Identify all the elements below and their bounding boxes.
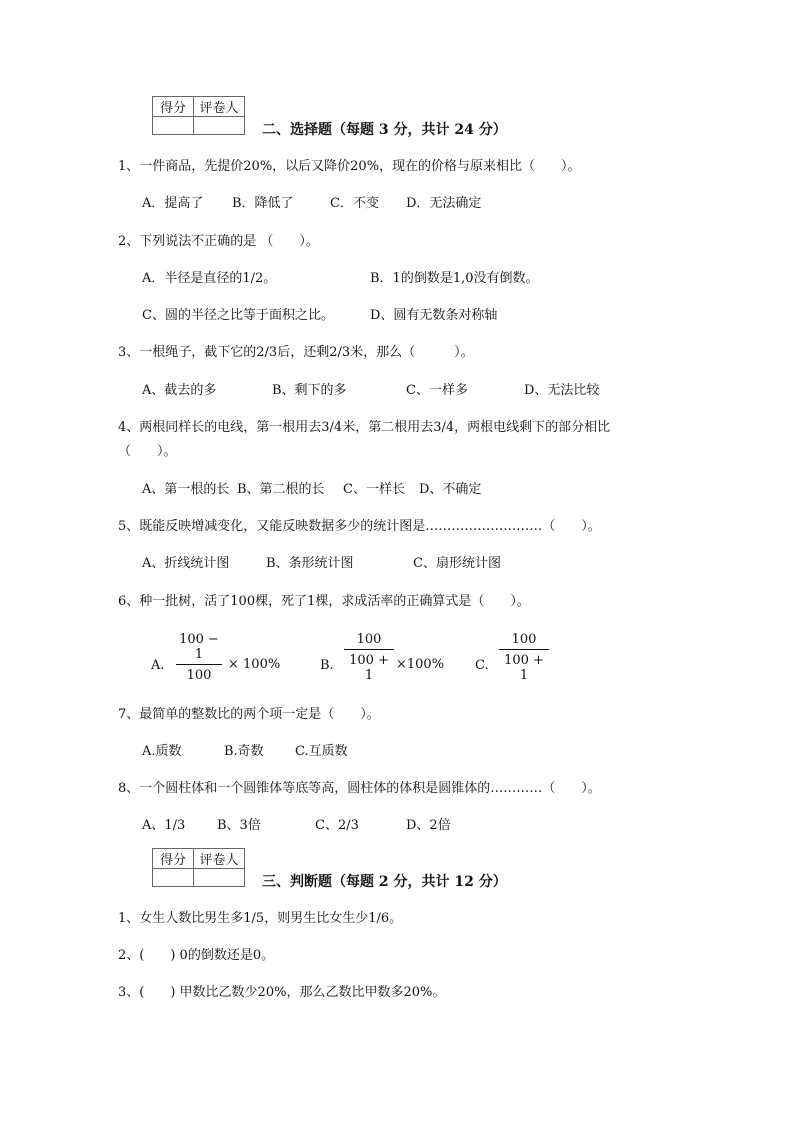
grader-cell[interactable] <box>194 869 245 887</box>
q4-option-b: B、第二根的长 <box>237 482 325 497</box>
q8-option-b: B、3倍 <box>217 818 261 833</box>
section3-title: 三、判断题（每题 2 分，共计 12 分） <box>262 874 507 890</box>
q6-option-a-suffix: × 100% <box>228 657 281 672</box>
q4-option-c: C、一样长 <box>343 482 405 497</box>
question-6-stem: 6、种一批树，活了100棵，死了1棵，求成活率的正确算式是（ ）。 <box>118 594 530 609</box>
q8-option-c: C、2/3 <box>315 818 359 833</box>
q2-option-d: D、圆有无数条对称轴 <box>370 308 498 323</box>
q3-option-a: A、截去的多 <box>142 383 217 398</box>
q7-option-b: B.奇数 <box>224 744 264 759</box>
tf-question-1: 1、女生人数比男生多1/5，则男生比女生少1/6。 <box>118 911 403 926</box>
score-cell[interactable] <box>153 117 194 135</box>
q6-option-a-letter: A. <box>151 658 165 673</box>
q5-option-c: C、扇形统计图 <box>413 556 501 571</box>
question-4-stem: 4、两根同样长的电线，第一根用去3/4米，第二根用去3/4，两根电线剩下的部分相比 <box>118 420 611 435</box>
q8-option-a: A、1/3 <box>142 818 186 833</box>
grader-label: 评卷人 <box>194 97 245 117</box>
grader-cell[interactable] <box>194 117 245 135</box>
q4-option-a: A、第一根的长 <box>142 482 230 497</box>
q1-option-c: C．不变 <box>330 196 379 211</box>
question-1-stem: 1、一件商品，先提价20%，以后又降价20%，现在的价格与原来相比（ ）。 <box>118 159 581 174</box>
tf-question-2: 2、( ) 0的倒数还是0。 <box>118 948 275 963</box>
q2-option-b: B．1的倒数是1,0没有倒数。 <box>370 271 539 286</box>
question-4-stem-cont: （ ）。 <box>118 444 177 459</box>
q7-option-a: A.质数 <box>142 744 182 759</box>
q7-option-c: C.互质数 <box>295 744 348 759</box>
question-3-stem: 3、一根绳子，截下它的2/3后，还剩2/3米，那么（ ）。 <box>118 345 474 360</box>
section2-title: 二、选择题（每题 3 分，共计 24 分） <box>262 122 507 138</box>
q3-option-b: B、剩下的多 <box>272 383 347 398</box>
q6-option-c-fraction <box>499 632 549 683</box>
q1-option-d: D．无法确定 <box>406 196 482 211</box>
score-box-section3 <box>152 848 245 887</box>
q6-option-b-letter: B. <box>320 658 334 673</box>
q6-option-c-denominator: 100 + 1 <box>504 653 544 683</box>
tf-question-3: 3、( ) 甲数比乙数少20%，那么乙数比甲数多20%。 <box>118 985 446 1000</box>
q6-option-a-numerator: 100 − 1 <box>179 632 219 662</box>
q2-option-c: C、圆的半径之比等于面积之比。 <box>142 308 334 323</box>
q1-option-a: A．提高了 <box>142 196 204 211</box>
q8-option-d: D、2倍 <box>406 818 451 833</box>
q6-option-a-denominator: 100 <box>186 668 212 683</box>
score-label: 得分 <box>153 849 194 869</box>
q6-option-b-fraction <box>344 632 394 683</box>
score-label: 得分 <box>153 97 194 117</box>
q6-option-b-numerator: 100 <box>356 632 382 647</box>
grader-label: 评卷人 <box>194 849 245 869</box>
question-5-stem: 5、既能反映增减变化，又能反映数据多少的统计图是………………………（ ）。 <box>118 519 601 534</box>
score-cell[interactable] <box>153 869 194 887</box>
q2-option-a: A．半径是直径的1/2。 <box>142 271 277 286</box>
q1-option-b: B．降低了 <box>232 196 294 211</box>
q4-option-d: D、不确定 <box>419 482 482 497</box>
q6-option-b-denominator: 100 + 1 <box>349 653 389 683</box>
question-2-stem: 2、下列说法不正确的是 （ ）。 <box>118 234 319 249</box>
q5-option-a: A、折线统计图 <box>142 556 230 571</box>
score-box-section2 <box>152 96 245 135</box>
q3-option-c: C、一样多 <box>406 383 468 398</box>
question-8-stem: 8、一个圆柱体和一个圆锥体等底等高，圆柱体的体积是圆锥体的…………（ ）。 <box>118 781 601 796</box>
q6-option-c-letter: C. <box>475 658 489 673</box>
q6-option-a-fraction <box>176 632 222 683</box>
q6-option-b-suffix: ×100% <box>396 657 445 672</box>
q3-option-d: D、无法比较 <box>524 383 600 398</box>
q6-option-c-numerator: 100 <box>511 632 537 647</box>
q5-option-b: B、条形统计图 <box>266 556 354 571</box>
question-7-stem: 7、最简单的整数比的两个项一定是（ ）。 <box>118 707 380 722</box>
